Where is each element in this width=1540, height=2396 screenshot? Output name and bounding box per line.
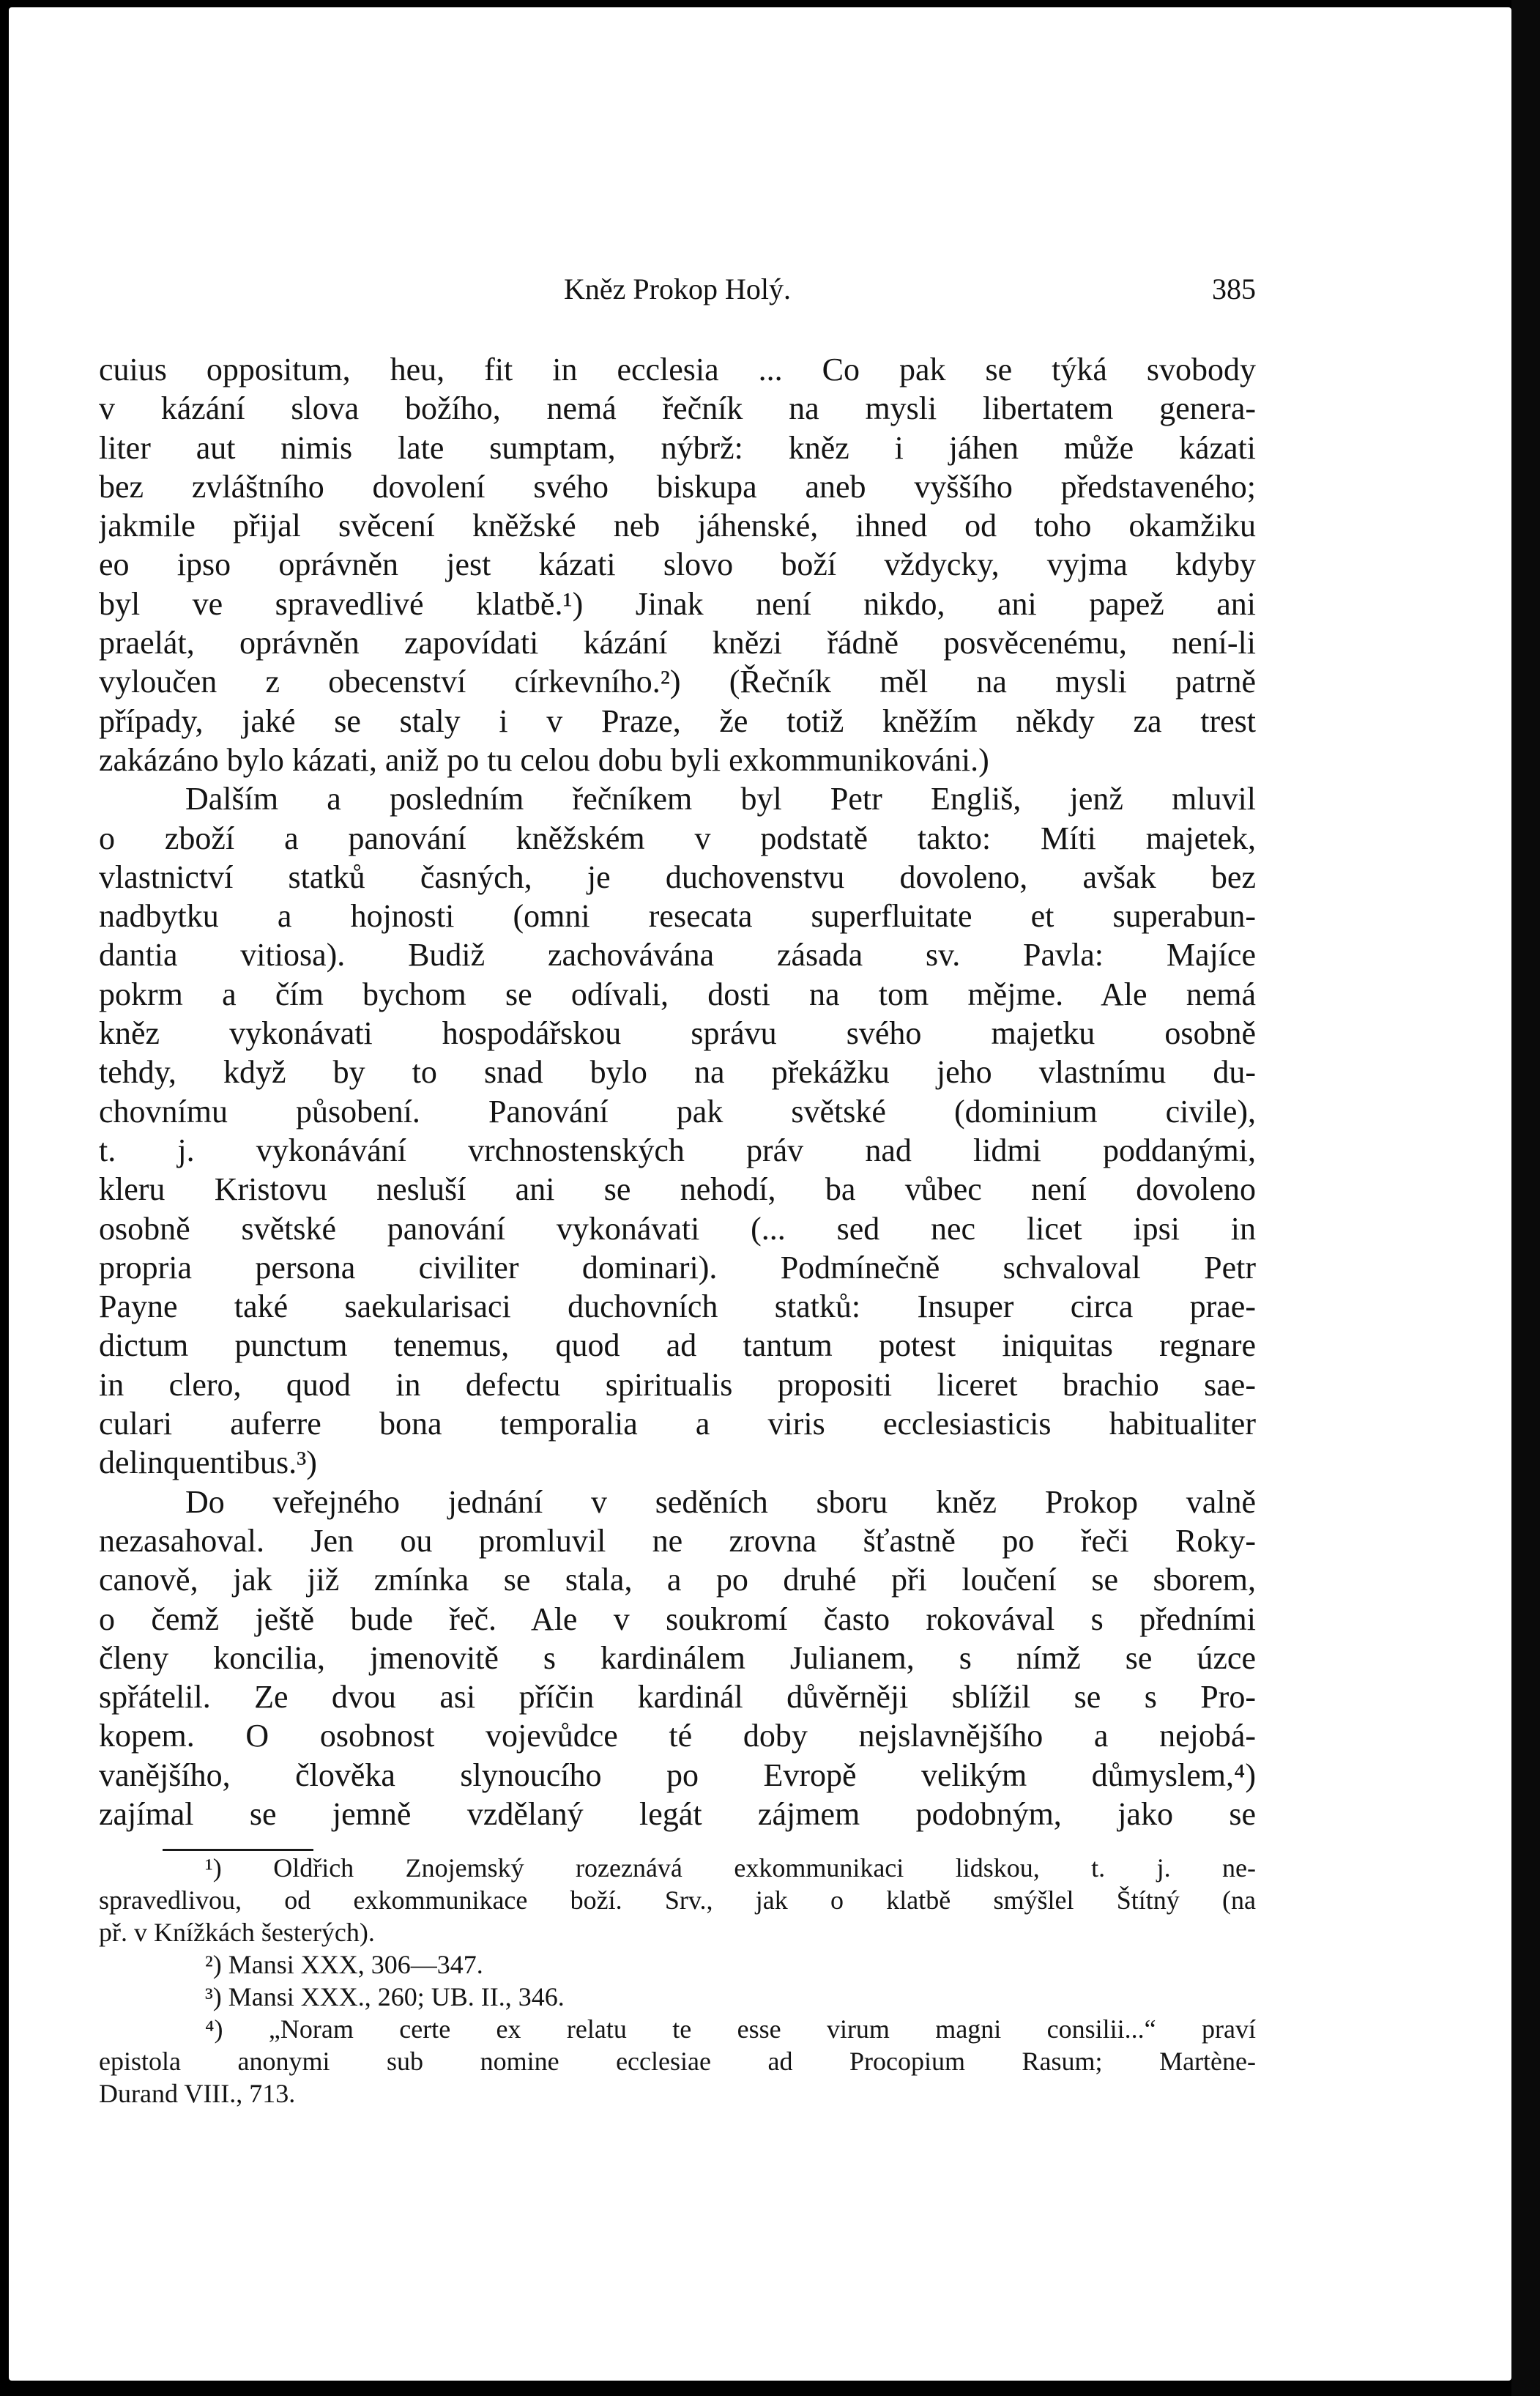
footnote-line: ³) Mansi XXX., 260; UB. II., 346. bbox=[205, 1982, 565, 2011]
text-line: v kázání slova božího, nemá řečník na mysli libertatem genera- bbox=[99, 390, 1256, 427]
text-line: in clero, quod in defectu spiritualis propositi liceret brachio sae- bbox=[99, 1366, 1256, 1403]
text-line: vlastnictví statků časných, je duchovenstvu dovoleno, avšak bez bbox=[99, 858, 1256, 895]
text-line: kněz vykonávati hospodářskou správu svého majetku osobně bbox=[99, 1015, 1256, 1052]
text-line: pokrm a čím bychom se odívali, dosti na tom mějme. Ale nemá bbox=[99, 976, 1256, 1012]
footnote-line: Durand VIII., 713. bbox=[99, 2079, 296, 2108]
text-line: zakázáno bylo kázati, aniž po tu celou dobu byli exkommunikováni.) bbox=[99, 741, 989, 778]
text-line: Payne také saekularisaci duchovních statků: Insuper circa prae- bbox=[99, 1288, 1256, 1325]
text-line: dictum punctum tenemus, quod ad tantum potest iniquitas regnare bbox=[99, 1327, 1256, 1364]
text-line: tehdy, když by to snad bylo na překážku jeho vlastnímu du- bbox=[99, 1054, 1256, 1091]
body-text bbox=[99, 350, 1256, 1833]
text-line: bez zvláštního dovolení svého biskupa aneb vyššího představeného; bbox=[99, 468, 1256, 505]
footnote-line: epistola anonymi sub nomine ecclesiae ad Procopium Rasum; Martène- bbox=[99, 2047, 1256, 2076]
footnote-line: ¹) Oldřich Znojemský rozeznává exkommunikaci lidskou, t. j. ne- bbox=[205, 1853, 1256, 1883]
text-line: byl ve spravedlivé klatbě.¹) Jinak není nikdo, ani papež ani bbox=[99, 585, 1256, 622]
running-title: Kněz Prokop Holý. bbox=[564, 272, 791, 305]
text-line: o zboží a panování kněžském v podstatě takto: Míti majetek, bbox=[99, 820, 1256, 856]
text-line: Do veřejného jednání v seděních sboru kněz Prokop valně bbox=[185, 1483, 1256, 1520]
text-line: kleru Kristovu nesluší ani se nehodí, ba vůbec není dovoleno bbox=[99, 1171, 1256, 1208]
text-line: liter aut nimis late sumptam, nýbrž: kněz i jáhen může kázati bbox=[99, 429, 1256, 466]
text-line: zajímal se jemně vzdělaný legát zájmem podobným, jako se bbox=[99, 1795, 1256, 1832]
text-line: cuius oppositum, heu, fit in ecclesia ... Co pak se týká svobody bbox=[99, 352, 1256, 387]
text-line: případy, jaké se staly i v Praze, že totiž kněžím někdy za trest bbox=[99, 702, 1256, 739]
footnote-line: spravedlivou, od exkommunikace boží. Srv., jak o klatbě smýšlel Štítný (na bbox=[99, 1885, 1256, 1915]
text-line: dantia vitiosa). Budiž zachovávána zásada sv. Pavla: Majíce bbox=[99, 937, 1256, 973]
footnote-line: ⁴) „Noram certe ex relatu te esse virum magni consilii...“ praví bbox=[205, 2014, 1256, 2044]
text-line: jakmile přijal svěcení kněžské neb jáhenské, ihned od toho okamžiku bbox=[99, 508, 1256, 544]
text-line: vanějšího, člověka slynoucího po Evropě velikým důmyslem,⁴) bbox=[99, 1757, 1256, 1793]
footnote-divider bbox=[163, 1849, 313, 1851]
text-line: o čemž ještě bude řeč. Ale v soukromí často rokovával s předními bbox=[99, 1601, 1256, 1637]
text-line: delinquentibus.³) bbox=[99, 1444, 317, 1481]
text-line: Dalším a posledním řečníkem byl Petr Engliš, jenž mluvil bbox=[185, 781, 1256, 817]
text-line: canově, jak již zmínka se stala, a po druhé při loučení se sborem, bbox=[99, 1562, 1256, 1598]
page-number: 385 bbox=[1212, 272, 1256, 305]
footnote-line: př. v Knížkách šesterých). bbox=[99, 1918, 375, 1947]
footnotes bbox=[99, 1852, 1256, 2110]
text-line: culari auferre bona temporalia a viris ecclesiasticis habitualiter bbox=[99, 1406, 1256, 1442]
page-header bbox=[99, 267, 1256, 311]
text-line: nezasahoval. Jen ou promluvil ne zrovna šťastně po řeči Roky- bbox=[99, 1522, 1256, 1559]
text-line: vyloučen z obecenství církevního.²) (Řečník měl na mysli patrně bbox=[99, 664, 1256, 700]
text-line: osobně světské panování vykonávati (... sed nec licet ipsi in bbox=[99, 1210, 1256, 1247]
text-line: propria persona civiliter dominari). Podmínečně schvaloval Petr bbox=[99, 1249, 1256, 1286]
footnote-line: ²) Mansi XXX, 306—347. bbox=[205, 1950, 483, 1979]
text-line: eo ipso oprávněn jest kázati slovo boží vždycky, vyjma kdyby bbox=[99, 546, 1256, 583]
text-line: chovnímu působení. Panování pak světské (dominium civile), bbox=[99, 1093, 1256, 1130]
text-line: t. j. vykonávání vrchnostenských práv nad lidmi poddanými, bbox=[99, 1132, 1256, 1168]
text-line: členy koncilia, jmenovitě s kardinálem Julianem, s nímž se úzce bbox=[99, 1639, 1256, 1676]
text-line: spřátelil. Ze dvou asi příčin kardinál důvěrněji sblížil se s Pro- bbox=[99, 1679, 1256, 1716]
text-line: praelát, oprávněn zapovídati kázání knězi řádně posvěcenému, není-li bbox=[99, 625, 1256, 661]
text-line: nadbytku a hojnosti (omni resecata superfluitate et superabun- bbox=[99, 898, 1256, 935]
scan-edge bbox=[1511, 0, 1540, 2396]
text-line: kopem. O osobnost vojevůdce té doby nejslavnějšího a nejobá- bbox=[99, 1718, 1256, 1754]
